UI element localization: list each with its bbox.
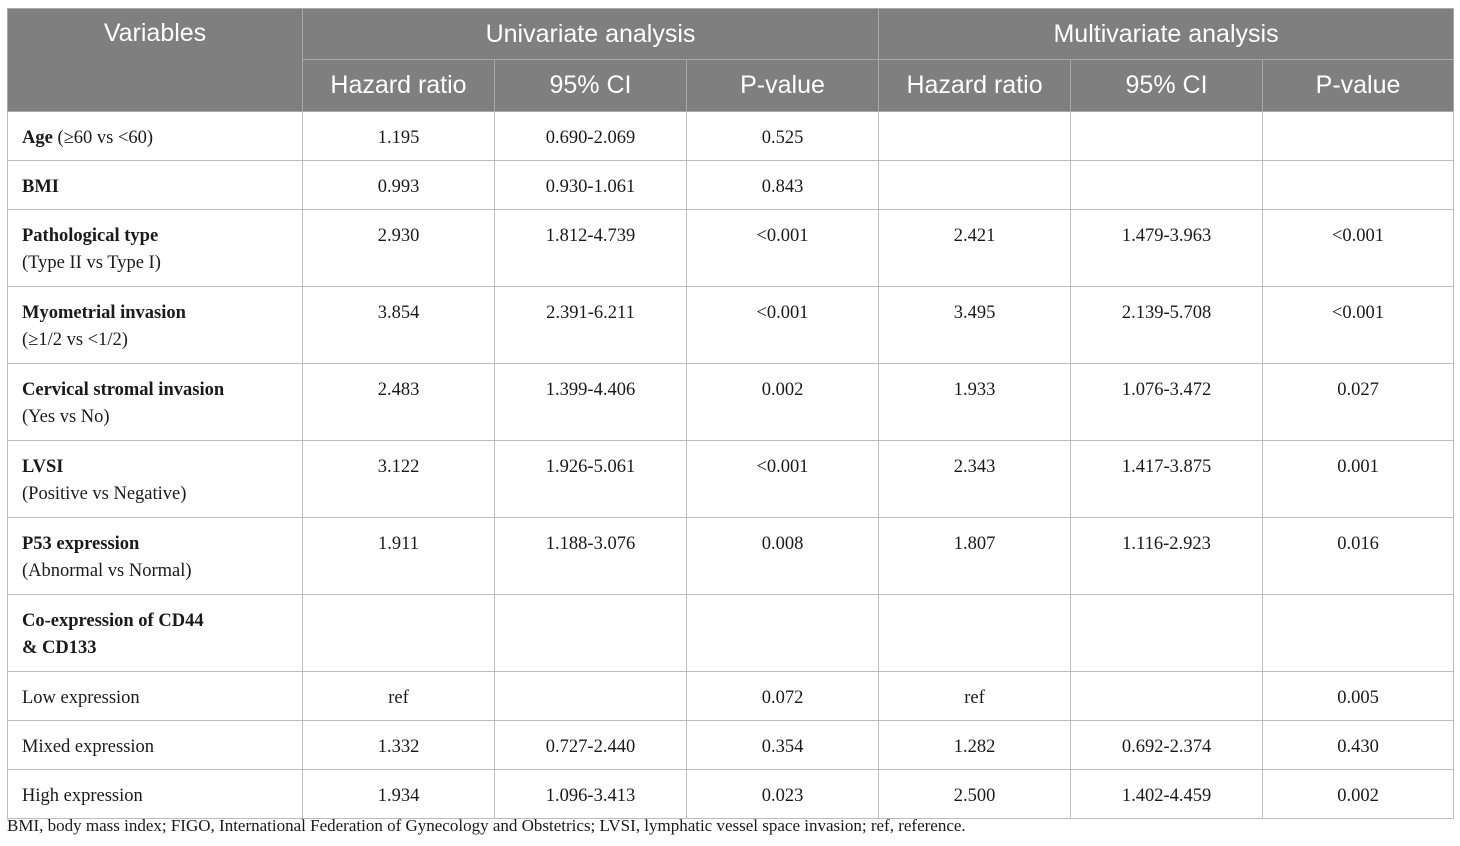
uni-p-value: 0.023 xyxy=(687,770,879,819)
header-multivariate: Multivariate analysis xyxy=(879,9,1454,60)
multi-ci: 1.402-4.459 xyxy=(1071,770,1263,819)
variable-qualifier: (≥60 vs <60) xyxy=(52,128,154,148)
variable-comparison: (Type II vs Type I) xyxy=(22,253,161,273)
multi-hazard-ratio xyxy=(879,161,1071,210)
table-row xyxy=(8,210,1454,287)
variable-cell xyxy=(8,595,303,672)
table-row xyxy=(8,161,1454,210)
uni-hazard-ratio xyxy=(303,595,495,672)
table-row xyxy=(8,441,1454,518)
uni-hazard-ratio: 1.195 xyxy=(303,112,495,161)
multi-ci xyxy=(1071,672,1263,721)
uni-ci: 1.096-3.413 xyxy=(495,770,687,819)
uni-ci xyxy=(495,595,687,672)
multi-hazard-ratio: 2.343 xyxy=(879,441,1071,518)
uni-hazard-ratio: 3.122 xyxy=(303,441,495,518)
uni-ci xyxy=(495,672,687,721)
table-row xyxy=(8,595,1454,672)
variable-cell xyxy=(8,518,303,595)
multi-hazard-ratio xyxy=(879,112,1071,161)
multi-ci: 1.116-2.923 xyxy=(1071,518,1263,595)
variable-comparison: (Abnormal vs Normal) xyxy=(22,561,192,581)
table-row xyxy=(8,287,1454,364)
header-multi-ci: 95% CI xyxy=(1071,60,1263,112)
uni-hazard-ratio: ref xyxy=(303,672,495,721)
multi-p-value xyxy=(1263,112,1454,161)
hazard-ratio-table xyxy=(7,8,1454,819)
header-uni-ci: 95% CI xyxy=(495,60,687,112)
multi-ci: 1.479-3.963 xyxy=(1071,210,1263,287)
multi-hazard-ratio: 1.933 xyxy=(879,364,1071,441)
variable-name: Myometrial invasion xyxy=(22,303,186,323)
multi-p-value xyxy=(1263,161,1454,210)
uni-p-value: <0.001 xyxy=(687,441,879,518)
multi-p-value: 0.001 xyxy=(1263,441,1454,518)
multi-p-value xyxy=(1263,595,1454,672)
header-row-groups xyxy=(8,9,1454,60)
variable-cell xyxy=(8,441,303,518)
uni-hazard-ratio: 3.854 xyxy=(303,287,495,364)
variable-cell: Low expression xyxy=(8,672,303,721)
multi-hazard-ratio: 1.282 xyxy=(879,721,1071,770)
uni-ci: 1.188-3.076 xyxy=(495,518,687,595)
uni-p-value: 0.002 xyxy=(687,364,879,441)
uni-p-value: <0.001 xyxy=(687,210,879,287)
table-row xyxy=(8,518,1454,595)
multi-p-value: <0.001 xyxy=(1263,287,1454,364)
uni-p-value: 0.843 xyxy=(687,161,879,210)
uni-ci: 1.926-5.061 xyxy=(495,441,687,518)
uni-ci: 0.930-1.061 xyxy=(495,161,687,210)
variable-cell xyxy=(8,161,303,210)
multi-hazard-ratio: ref xyxy=(879,672,1071,721)
uni-p-value: 0.525 xyxy=(687,112,879,161)
multi-hazard-ratio: 2.421 xyxy=(879,210,1071,287)
multi-ci xyxy=(1071,112,1263,161)
multi-hazard-ratio: 1.807 xyxy=(879,518,1071,595)
variable-name: Cervical stromal invasion xyxy=(22,380,225,400)
table-row xyxy=(8,770,1454,819)
variable-cell xyxy=(8,210,303,287)
uni-ci: 1.399-4.406 xyxy=(495,364,687,441)
uni-p-value: <0.001 xyxy=(687,287,879,364)
multi-p-value: 0.005 xyxy=(1263,672,1454,721)
uni-p-value xyxy=(687,595,879,672)
uni-ci: 2.391-6.211 xyxy=(495,287,687,364)
variable-name: LVSI xyxy=(22,457,64,477)
uni-ci: 0.690-2.069 xyxy=(495,112,687,161)
table-footnote: BMI, body mass index; FIGO, International Federation of Gynecology and Obstetrics; LVSI, lymphatic vessel space invasion; ref, reference. xyxy=(7,816,966,835)
multi-ci: 1.076-3.472 xyxy=(1071,364,1263,441)
variable-name: Co-expression of CD44 xyxy=(22,611,204,631)
variable-cell xyxy=(8,112,303,161)
multi-ci: 2.139-5.708 xyxy=(1071,287,1263,364)
uni-ci: 0.727-2.440 xyxy=(495,721,687,770)
multi-ci xyxy=(1071,595,1263,672)
variable-name-continued: & CD133 xyxy=(22,638,97,658)
uni-ci: 1.812-4.739 xyxy=(495,210,687,287)
multi-p-value: 0.430 xyxy=(1263,721,1454,770)
variable-name: P53 expression xyxy=(22,534,140,554)
multi-hazard-ratio: 2.500 xyxy=(879,770,1071,819)
variable-cell xyxy=(8,364,303,441)
multi-hazard-ratio xyxy=(879,595,1071,672)
header-multi-p-value: P-value xyxy=(1263,60,1454,112)
header-uni-p-value: P-value xyxy=(687,60,879,112)
variable-name: Age xyxy=(22,128,53,148)
variable-cell: Mixed expression xyxy=(8,721,303,770)
uni-p-value: 0.008 xyxy=(687,518,879,595)
table-row xyxy=(8,364,1454,441)
uni-p-value: 0.072 xyxy=(687,672,879,721)
variable-comparison: (Yes vs No) xyxy=(22,407,110,427)
multi-ci: 0.692-2.374 xyxy=(1071,721,1263,770)
uni-hazard-ratio: 1.934 xyxy=(303,770,495,819)
variable-cell: High expression xyxy=(8,770,303,819)
header-variables: Variables xyxy=(8,9,303,112)
header-multi-hazard-ratio: Hazard ratio xyxy=(879,60,1071,112)
variable-name: Pathological type xyxy=(22,226,159,246)
uni-hazard-ratio: 1.911 xyxy=(303,518,495,595)
table-row xyxy=(8,112,1454,161)
table-row xyxy=(8,672,1454,721)
variable-comparison: (≥1/2 vs <1/2) xyxy=(22,330,128,350)
multi-ci: 1.417-3.875 xyxy=(1071,441,1263,518)
uni-hazard-ratio: 1.332 xyxy=(303,721,495,770)
uni-hazard-ratio: 0.993 xyxy=(303,161,495,210)
multi-p-value: <0.001 xyxy=(1263,210,1454,287)
multi-ci xyxy=(1071,161,1263,210)
header-uni-hazard-ratio: Hazard ratio xyxy=(303,60,495,112)
header-univariate: Univariate analysis xyxy=(303,9,879,60)
multi-hazard-ratio: 3.495 xyxy=(879,287,1071,364)
table-row xyxy=(8,721,1454,770)
variable-name: BMI xyxy=(22,177,59,197)
multi-p-value: 0.016 xyxy=(1263,518,1454,595)
multi-p-value: 0.027 xyxy=(1263,364,1454,441)
uni-hazard-ratio: 2.930 xyxy=(303,210,495,287)
uni-p-value: 0.354 xyxy=(687,721,879,770)
multi-p-value: 0.002 xyxy=(1263,770,1454,819)
uni-hazard-ratio: 2.483 xyxy=(303,364,495,441)
variable-cell xyxy=(8,287,303,364)
variable-comparison: (Positive vs Negative) xyxy=(22,484,187,504)
